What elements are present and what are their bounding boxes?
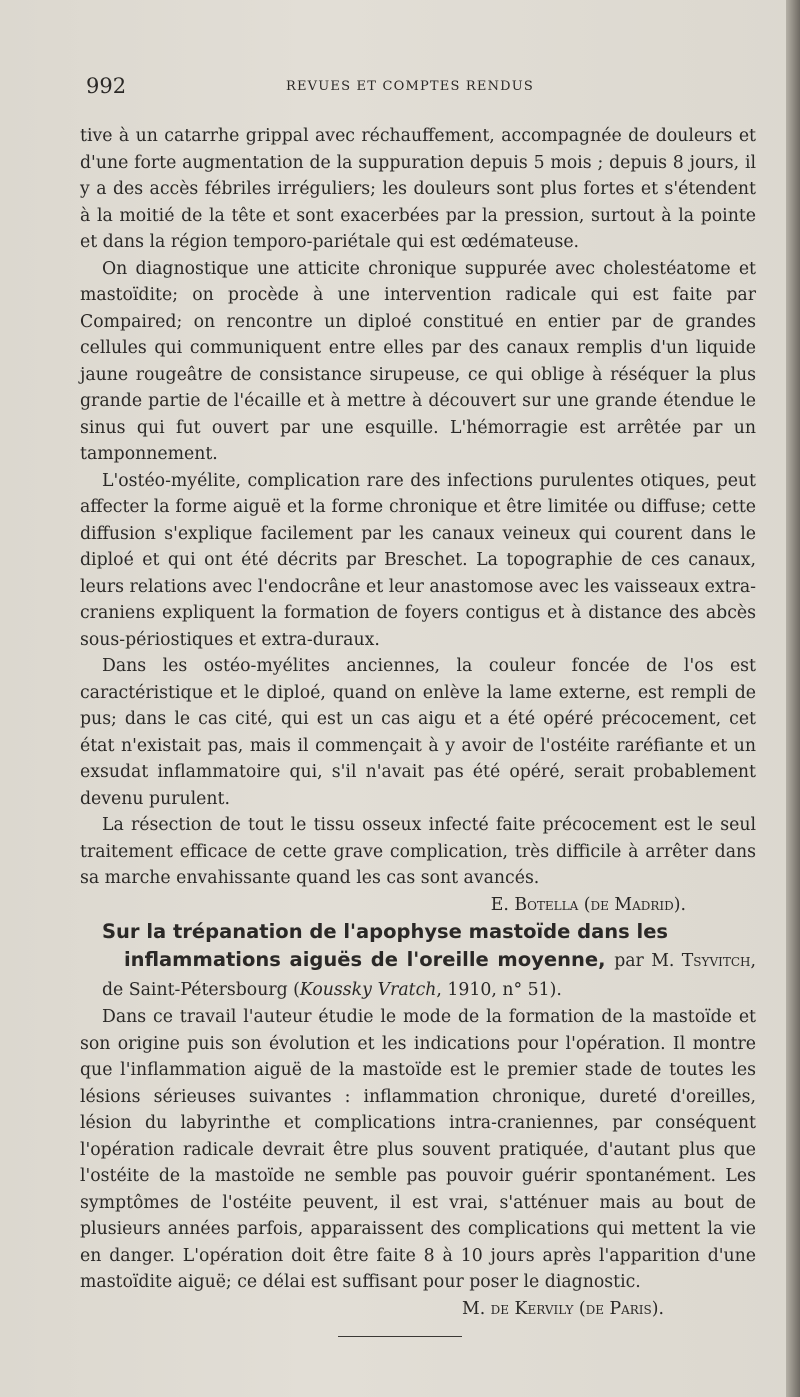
- signature-botella: E. Botella (de Madrid).: [490, 894, 686, 915]
- byline-prefix: par M.: [614, 951, 675, 971]
- section-divider: [338, 1336, 462, 1337]
- paragraph: Dans les ostéo-myélites anciennes, la couleur foncée de l'os est caractéristique et le diploé, quand on enlève la lame externe, est rempli de pus; dans le cas cité, qui est un cas aigu et a été opéré précocement, cet état n'existait pas, mais il commençait à y avoir de l'ostéite raréfiante et un exsudat inflammatoire qui, s'il n'avait pas été opéré, serait probablement devenu purulent.: [80, 656, 756, 809]
- byline-end: , 1910, n° 51).: [436, 980, 562, 1000]
- paragraph-continued: tive à un catarrhe grippal avec réchauffement, accompagnée de douleurs et d'une forte augmentation de la suppuration depuis 5 mois ; depuis 8 jours, il y a des accès fébriles irréguliers; les douleurs sont plus fortes et s'étendent à la moitié de la tête et sont exacerbées par la pression, surtout à la pointe et dans la région temporo-pariétale qui est œdémateuse.: [80, 126, 756, 252]
- page-number: 992: [86, 74, 127, 98]
- article-title: [80, 918, 756, 1004]
- journal-name: Kousskу Vratch: [299, 980, 437, 1000]
- article-title-part2: inflammations aiguës de l'oreille moyenne,: [124, 948, 606, 971]
- article-title-line2: [80, 946, 756, 1004]
- running-title: REVUES ET COMPTES RENDUS: [286, 79, 535, 94]
- page-spine-edge: [786, 0, 800, 1397]
- paragraph: Dans ce travail l'auteur étudie le mode de la formation de la mastoïde et son origine puis son évolution et les indications pour l'opération. Il montre que l'inflammation aiguë de la mastoïde est le premier stade de toutes les lésions sérieuses suivantes : inflammation chronique, dureté d'oreilles, lésion du labyrinthe et complications intra-craniennes, par conséquent l'opération radicale devrait être plus souvent pratiquée, d'autant plus que l'ostéite de la mastoïde ne semble pas pouvoir guérir spontanément. Les symptômes de l'ostéite peuvent, il est vrai, s'atténuer mais au bout de plusieurs années parfois, apparaissent des complications qui mettent la vie en danger. L'opération doit être faite 8 à 10 jours après l'apparition d'une mastoïdite aiguë; ce délai est suffisant pour poser le diagnostic.: [80, 1007, 756, 1292]
- paragraph: L'ostéo-myélite, complication rare des infections purulentes otiques, peut affecter la forme aiguë et la forme chronique et être limitée ou diffuse; cette diffusion s'explique facilement par les canaux veineux qui courent dans le diploé et qui ont été décrits par Breschet. La topographie de ces canaux, leurs relations avec l'endocrâne et leur anastomose avec les vaisseaux extra-craniens expliquent la formation de foyers contigus et à distance des abcès sous-périostiques et extra-duraux.: [80, 470, 756, 650]
- author-name: Tsyvitch: [681, 951, 751, 971]
- paragraph: La résection de tout le tissu osseux infecté faite précocement est le seul traitement efficace de cette grave complication, très difficile à arrêter dans sa marche envahissante quand les cas sont avancés.: [80, 815, 756, 888]
- signature-kervily: M. de Kervily (de Paris).: [462, 1298, 664, 1319]
- article-title-line1: Sur la trépanation de l'apophyse mastoïde dans les: [102, 920, 669, 943]
- paragraph: On diagnostique une atticite chronique suppurée avec cholestéatome et mastoïdite; on procède à une intervention radicale qui est faite par Compaired; on rencontre un diploé constitué en entier par de grandes cellules qui communiquent entre elles par des canaux remplis d'un liquide jaune rougeâtre de consistance sirupeuse, ce qui oblige à réséquer la plus grande partie de l'écaille et à mettre à découvert sur une grande étendue le sinus qui fut ouvert par une esquille. L'hémorragie est arrêtée par un tamponnement.: [80, 258, 756, 464]
- byline-mid: , de Saint-Pétersbourg (: [102, 951, 757, 1000]
- page-body: [80, 123, 756, 1337]
- page-header: [86, 74, 756, 104]
